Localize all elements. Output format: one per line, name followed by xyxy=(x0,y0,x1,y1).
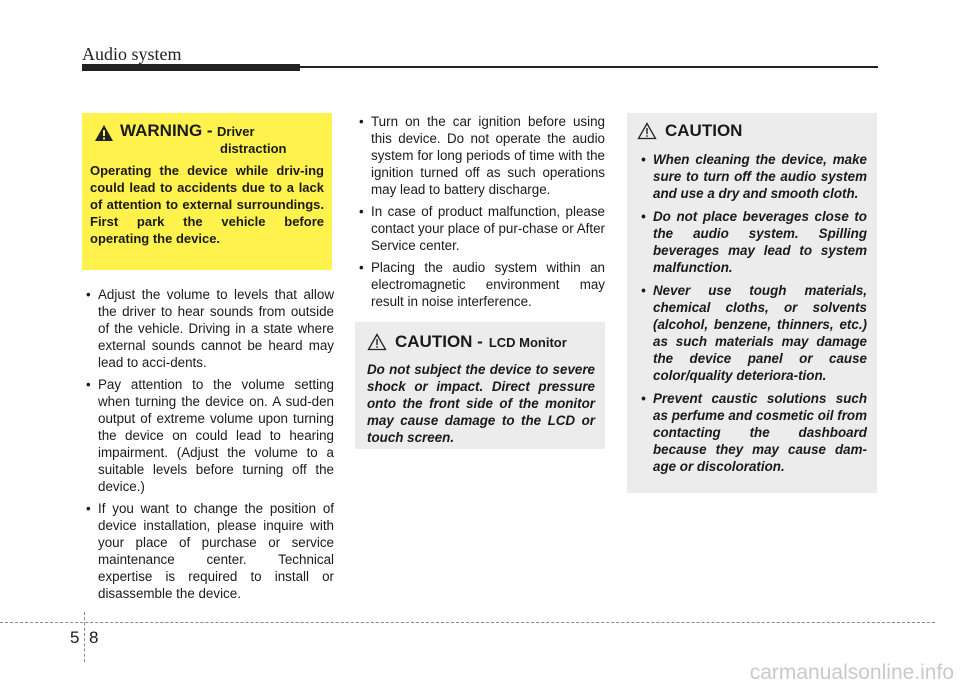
caution-header xyxy=(637,121,867,141)
page-number: 8 xyxy=(89,628,99,647)
list-item: • Pay attention to the volume setting when turning the device on. A sud-den output of extreme volume upon turning the device on could lead to hearing impairment. (Adjust the volume to a suitable levels before turning off the device.) xyxy=(86,377,334,494)
caution-lcd-body: Do not subject the device to severe shock or impact. Direct pressure onto the front side of the monitor may cause damage to the LCD or touch screen. xyxy=(367,362,595,445)
caution-lcd-subtitle: LCD Monitor xyxy=(488,334,567,350)
chapter-number: 5 xyxy=(70,628,80,647)
list-item: • Never use tough materials, chemical cloths, or solvents (alcohol, benzene, thinners, etc.) as such materials may damage the device panel or cause color/quality deteriora-tion. xyxy=(641,283,867,383)
footer-dashed-divider xyxy=(84,612,85,662)
caution-title: CAUTION xyxy=(665,121,743,140)
warning-subtitle-line2: distraction xyxy=(220,141,287,156)
caution-triangle-icon xyxy=(637,122,657,140)
page-header-title: Audio system xyxy=(82,44,182,64)
list-item: • Do not place beverages close to the audio system. Spilling beverages may lead to system malfunction. xyxy=(641,209,867,275)
caution-lcd-header xyxy=(367,332,595,352)
left-bullet-list xyxy=(82,286,334,607)
footer-dashed-rule xyxy=(0,622,935,623)
list-item: • When cleaning the device, make sure to turn off the audio system and use a dry and smooth cloth. xyxy=(641,152,867,201)
caution-box xyxy=(627,113,877,493)
warning-triangle-icon xyxy=(94,124,114,142)
warning-body: Operating the device while driv-ing could lead to accidents due to a lack of attention to external surroundings. First park the vehicle before operating the device. xyxy=(90,163,324,246)
caution-triangle-icon xyxy=(367,333,387,351)
caution-lcd-box xyxy=(355,322,605,449)
list-item: • Placing the audio system within an electromagnetic environment may result in noise interference. xyxy=(359,260,605,309)
list-item: • Turn on the car ignition before using this device. Do not operate the audio system for long periods of time with the ignition turned off as such operations may lead to battery discharge. xyxy=(359,114,605,197)
middle-bullet-list xyxy=(355,113,605,315)
list-item: • If you want to change the position of device installation, please inquire with your place of purchase or service maintenance center. Technical expertise is required to install or disassemble the device. xyxy=(86,501,334,601)
header-rule xyxy=(82,66,878,68)
list-item: • Adjust the volume to levels that allow the driver to hear sounds from outside of the vehicle. Driving in a state where external sounds cannot be heard may lead to acci-dents. xyxy=(86,287,334,370)
caution-list xyxy=(637,151,867,475)
list-item: • Prevent caustic solutions such as perfume and cosmetic oil from contacting the dashboard because they may cause dam-age or discoloration. xyxy=(641,391,867,474)
warning-header xyxy=(90,121,324,142)
warning-title: WARNING - xyxy=(120,121,213,140)
warning-box xyxy=(82,113,332,270)
caution-lcd-title: CAUTION - xyxy=(395,332,483,351)
watermark: carmanualsonline.info xyxy=(749,661,954,684)
list-item: • In case of product malfunction, please contact your place of pur-chase or After Service center. xyxy=(359,204,605,253)
warning-subtitle: Driver xyxy=(217,124,255,139)
